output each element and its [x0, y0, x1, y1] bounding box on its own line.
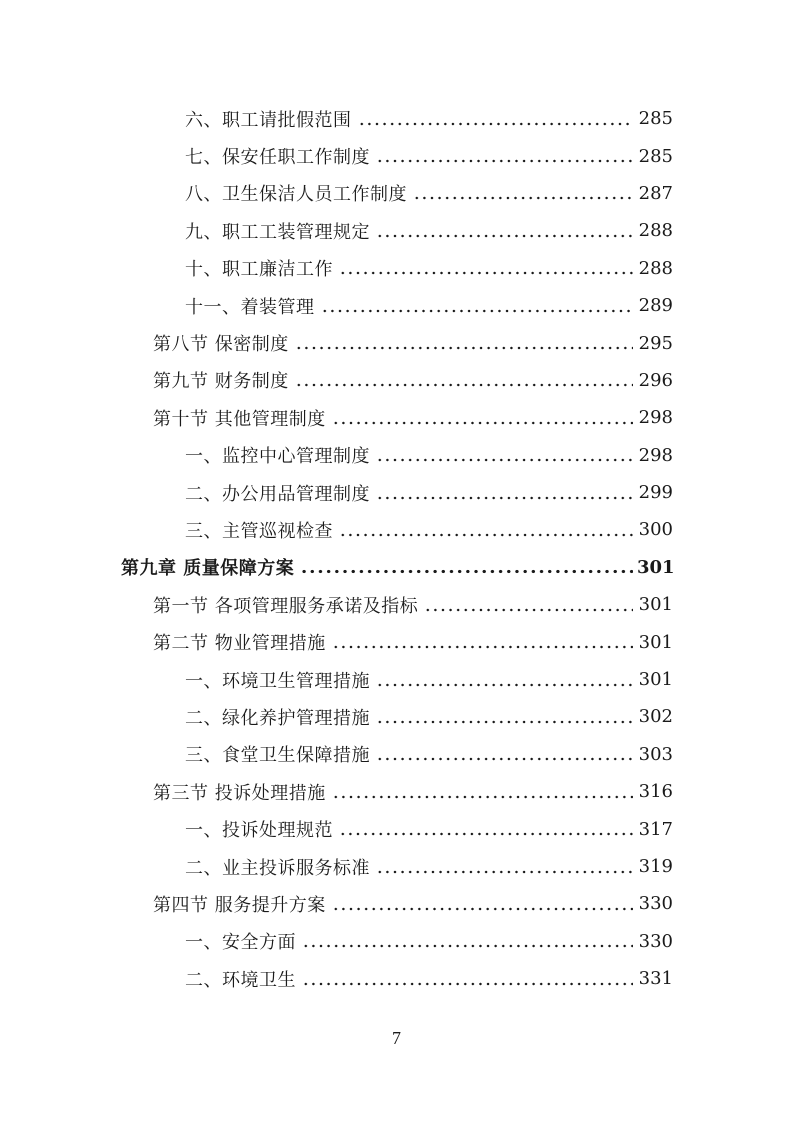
toc-entry[interactable] [0, 474, 793, 511]
toc-entry-title: 三、主管巡视检查 [185, 520, 333, 542]
toc-dot-leader [413, 184, 633, 202]
toc-entry-page: 299 [638, 482, 673, 504]
toc-entry-title: 十一、着装管理 [185, 296, 315, 318]
toc-entry-title: 第四节 服务提升方案 [153, 894, 326, 916]
toc-entry-page: 301 [638, 631, 673, 653]
toc-dot-leader [358, 110, 634, 128]
toc-entry-title: 六、职工请批假范围 [185, 109, 352, 131]
table-of-contents [0, 100, 793, 997]
toc-dot-leader [339, 820, 633, 838]
toc-entry-title: 十、职工廉洁工作 [185, 259, 333, 281]
toc-entry-title: 三、食堂卫生保障措施 [185, 745, 370, 767]
toc-entry-title: 第十节 其他管理制度 [153, 408, 326, 430]
toc-entry-title: 一、监控中心管理制度 [185, 446, 370, 468]
toc-dot-leader [302, 970, 633, 988]
toc-dot-leader [376, 745, 633, 763]
toc-entry[interactable] [0, 736, 793, 773]
toc-entry-page: 298 [638, 407, 673, 429]
toc-entry-title: 第九节 财务制度 [153, 371, 289, 393]
toc-entry-title: 第一节 各项管理服务承诺及指标 [153, 595, 419, 617]
toc-entry[interactable] [0, 661, 793, 698]
toc-entry[interactable] [0, 698, 793, 735]
toc-section-entry[interactable] [0, 399, 793, 436]
toc-entry[interactable] [0, 100, 793, 137]
toc-entry[interactable] [0, 437, 793, 474]
toc-dot-leader [376, 858, 633, 876]
toc-section-entry[interactable] [0, 773, 793, 810]
toc-entry-page: 285 [638, 108, 673, 130]
toc-entry-page: 319 [638, 856, 673, 877]
toc-entry-page: 288 [638, 257, 673, 279]
toc-dot-leader [332, 633, 633, 651]
toc-entry-page: 331 [638, 968, 673, 990]
toc-entry-page: 301 [637, 556, 675, 578]
toc-entry-page: 300 [638, 519, 673, 541]
toc-dot-leader [376, 484, 633, 502]
toc-dot-leader [376, 446, 633, 464]
toc-section-entry[interactable] [0, 324, 793, 361]
toc-entry[interactable] [0, 923, 793, 960]
toc-dot-leader [332, 409, 633, 427]
toc-section-entry[interactable] [0, 623, 793, 660]
toc-entry[interactable] [0, 137, 793, 174]
toc-entry-title: 八、卫生保洁人员工作制度 [185, 184, 407, 206]
toc-dot-leader [295, 334, 633, 352]
toc-entry-title: 九、职工工装管理规定 [185, 221, 370, 243]
toc-entry-title: 第三节 投诉处理措施 [153, 782, 326, 804]
toc-entry-title: 第九章 质量保障方案 [121, 558, 295, 580]
toc-dot-leader [339, 259, 633, 277]
toc-entry-title: 二、业主投诉服务标准 [185, 857, 370, 879]
toc-entry[interactable] [0, 175, 793, 212]
toc-entry-page: 330 [638, 930, 673, 952]
toc-entry[interactable] [0, 960, 793, 997]
toc-entry-page: 296 [638, 369, 673, 391]
toc-dot-leader [321, 297, 634, 315]
toc-entry-title: 二、办公用品管理制度 [185, 483, 370, 505]
toc-entry-title: 二、环境卫生 [185, 969, 296, 991]
toc-dot-leader [302, 932, 633, 950]
toc-entry-page: 303 [638, 743, 673, 765]
toc-entry-title: 一、环境卫生管理措施 [185, 670, 370, 692]
toc-dot-leader [295, 371, 633, 389]
toc-entry[interactable] [0, 810, 793, 847]
toc-entry-page: 298 [638, 444, 673, 466]
toc-entry-page: 330 [638, 893, 673, 915]
toc-entry-title: 七、保安任职工作制度 [185, 147, 370, 169]
toc-entry[interactable] [0, 511, 793, 548]
toc-entry-title: 第二节 物业管理措施 [153, 633, 326, 655]
page-number: 7 [392, 1028, 401, 1048]
toc-entry-page: 316 [638, 781, 673, 803]
toc-dot-leader [300, 558, 633, 576]
toc-entry-page: 317 [638, 818, 673, 840]
toc-chapter-entry[interactable] [0, 549, 793, 586]
toc-dot-leader [424, 596, 633, 614]
toc-entry-page: 301 [638, 669, 673, 691]
toc-entry[interactable] [0, 848, 793, 885]
toc-section-entry[interactable] [0, 586, 793, 623]
toc-entry[interactable] [0, 287, 793, 324]
toc-entry-page: 295 [638, 332, 673, 354]
toc-dot-leader [332, 895, 633, 913]
toc-entry-title: 一、安全方面 [185, 932, 296, 954]
toc-dot-leader [332, 783, 633, 801]
toc-entry-title: 二、绿化养护管理措施 [185, 707, 370, 729]
toc-section-entry[interactable] [0, 885, 793, 922]
toc-entry-title: 一、投诉处理规范 [185, 820, 333, 842]
toc-dot-leader [376, 147, 633, 165]
toc-section-entry[interactable] [0, 362, 793, 399]
toc-dot-leader [376, 222, 633, 240]
toc-entry-page: 288 [638, 220, 673, 242]
toc-dot-leader [339, 521, 633, 539]
toc-entry-title: 第八节 保密制度 [153, 334, 289, 356]
toc-entry-page: 302 [638, 706, 673, 728]
toc-entry-page: 285 [638, 145, 673, 167]
toc-entry[interactable] [0, 212, 793, 249]
toc-entry-page: 289 [638, 295, 673, 317]
toc-dot-leader [376, 708, 633, 726]
toc-entry-page: 287 [638, 182, 673, 204]
toc-entry[interactable] [0, 250, 793, 287]
toc-entry-page: 301 [638, 594, 673, 616]
toc-dot-leader [376, 671, 633, 689]
